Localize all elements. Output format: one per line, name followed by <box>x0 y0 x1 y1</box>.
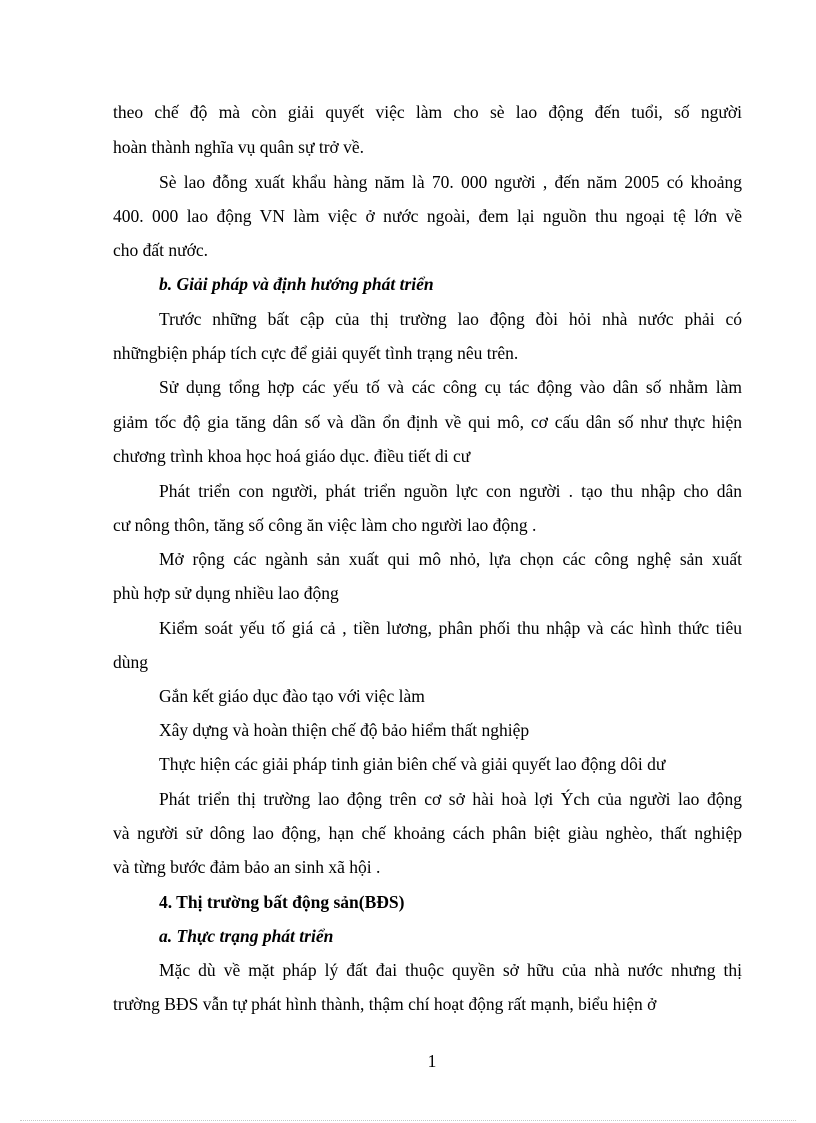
body-line: dùng <box>113 652 148 672</box>
body-line: và người sử dông lao động, hạn chế khoảng cách phân biệt giàu nghèo, thất nghiệp <box>113 823 742 843</box>
body-line: Kiểm soát yếu tố giá cả , tiền lương, phân phối thu nhập và các hình thức tiêu <box>159 618 742 638</box>
body-line: cho đất nước. <box>113 240 209 260</box>
body-line: phù hợp sử dụng nhiều lao động <box>113 583 339 603</box>
body-line: Thực hiện các giải pháp tinh giản biên chế và giải quyết lao động dôi dư <box>159 754 666 774</box>
body-line: theo chế độ mà còn giải quyết việc làm cho sè lao động đến tuổi, số người <box>113 102 742 122</box>
body-line: Xây dựng và hoàn thiện chế độ bảo hiểm thất nghiệp <box>159 720 530 740</box>
body-line: nhữngbiện pháp tích cực để giải quyết tình trạng nêu trên. <box>113 343 519 363</box>
body-line: Mở rộng các ngành sản xuất qui mô nhỏ, lựa chọn các công nghệ sản xuất <box>159 549 742 569</box>
page-bottom-divider <box>20 1120 796 1121</box>
body-line: Sè lao đỗng xuất khẩu hàng năm là 70. 000 người , đến năm 2005 có khoảng <box>159 172 742 192</box>
body-line: trường BĐS vẫn tự phát hình thành, thậm chí hoạt động rất mạnh, biểu hiện ở <box>113 994 657 1014</box>
section-heading-real-estate: 4. Thị trường bất động sản(BĐS) <box>159 892 405 912</box>
body-line: cư nông thôn, tăng số công ăn việc làm cho người lao động . <box>113 515 537 535</box>
body-line: Phát triển con người, phát triển nguồn lực con người . tạo thu nhập cho dân <box>159 481 742 501</box>
subheading-current-state: a. Thực trạng phát triển <box>159 926 334 946</box>
page-number: 1 <box>427 1051 437 1071</box>
body-line: Mặc dù về mặt pháp lý đất đai thuộc quyền sở hữu của nhà nước nhưng thị <box>159 960 742 980</box>
body-line: Sử dụng tổng hợp các yếu tố và các công cụ tác động vào dân số nhằm làm <box>159 377 742 397</box>
body-line: 400. 000 lao động VN làm việc ở nước ngoài, đem lại nguồn thu ngoại tệ lớn về <box>113 206 742 226</box>
body-line: Trước những bất cập của thị trường lao động đòi hỏi nhà nước phải có <box>159 309 742 329</box>
body-line: và từng bước đảm bảo an sinh xã hội . <box>113 857 381 877</box>
body-line: Phát triển thị trường lao động trên cơ sở hài hoà lợi Ých của người lao động <box>159 789 742 809</box>
body-line: giảm tốc độ gia tăng dân số và dần ổn định về qui mô, cơ cấu dân số như thực hiện <box>113 412 742 432</box>
subheading-solutions: b. Giải pháp và định hướng phát triển <box>159 274 434 294</box>
body-line: Gắn kết giáo dục đào tạo với việc làm <box>159 686 425 706</box>
body-line: chương trình khoa học hoá giáo dục. điều tiết di cư <box>113 446 471 466</box>
body-line: hoàn thành nghĩa vụ quân sự trở về. <box>113 137 365 157</box>
